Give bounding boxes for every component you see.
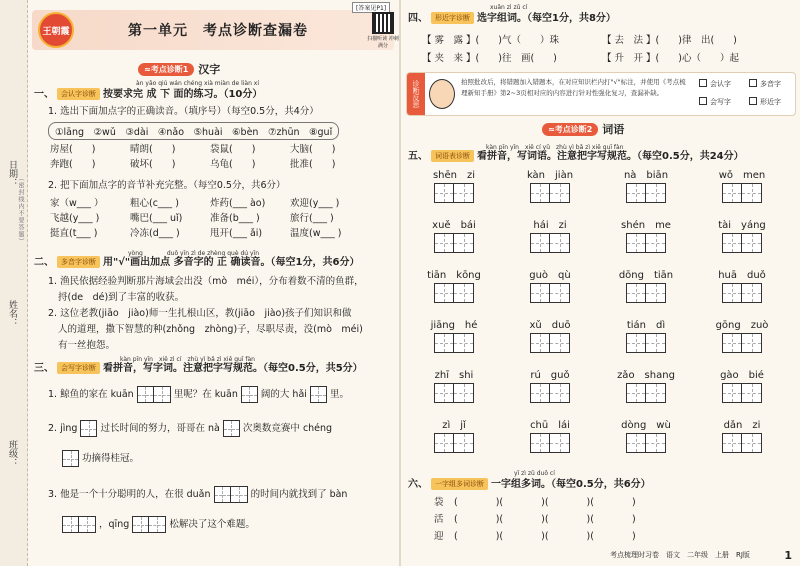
word-item (606, 166, 686, 203)
q3-text: 2. jìng (48, 423, 78, 434)
writing-grid[interactable] (626, 433, 666, 453)
diag-tag: 诊断反思 (407, 73, 425, 115)
word-item (606, 266, 686, 303)
checkbox-icon (749, 79, 757, 87)
writing-grid[interactable] (722, 333, 762, 353)
q6-pinyin: yī zì zǔ duō cí (514, 470, 555, 477)
word-item (702, 216, 782, 253)
word-pinyin: dòng wù (621, 420, 671, 431)
q4-numeral: 四、 (408, 13, 428, 24)
check-similar[interactable] (749, 97, 781, 107)
writing-grid[interactable] (132, 516, 166, 533)
left-page (28, 0, 398, 566)
q3-text: 次奥数竞赛中 chéng (242, 423, 333, 434)
word-item (414, 416, 494, 453)
q3-pinyin: kàn pīn yīn xiě zì cí zhù yì bǎ zì xiě guī fàn (120, 356, 255, 363)
word-pinyin: dǎn zi (723, 420, 761, 431)
word-item (510, 216, 590, 253)
q2-prompt: 用"√"画出加点 多音字的 正 确读音。（每空1分，共6分） (103, 257, 360, 268)
word-pinyin: tài yáng (718, 220, 766, 231)
q3-line-3b (62, 516, 255, 533)
q3-line-2b (62, 450, 139, 467)
q6-char: 袋 (434, 497, 444, 508)
q4-tag: 形近字诊断 (431, 12, 474, 24)
q1-cell[interactable]: 批准( ) (290, 159, 336, 170)
writing-grid[interactable] (722, 183, 762, 203)
q3-line-3 (48, 486, 347, 503)
q1-numeral: 一、 (34, 89, 54, 100)
writing-grid[interactable] (626, 283, 666, 303)
name-label: 姓名： (7, 300, 17, 327)
q1-cell[interactable]: 袋鼠( ) (210, 144, 256, 155)
binding-strip (0, 0, 28, 566)
q1b-cell[interactable]: 炸药(___ ào) (210, 198, 266, 209)
writing-grid[interactable] (223, 420, 240, 437)
q3-line-2 (48, 420, 332, 437)
word-pinyin: zhī shi (434, 370, 474, 381)
section-pill: ≈考点诊断1 (138, 63, 194, 76)
qr-block[interactable] (366, 12, 400, 49)
section-title: 词语 (602, 123, 625, 136)
q1-cell[interactable]: 奔跑( ) (50, 159, 96, 170)
q1b-cell[interactable]: 挺直(t___ ) (50, 228, 98, 239)
writing-grid[interactable] (530, 333, 570, 353)
page-title: 第一单元 考点诊断查漏卷 (128, 23, 308, 39)
word-pinyin: xuě bái (432, 220, 476, 231)
qr-code-icon (372, 12, 394, 34)
q2-line: 1. 渔民依据经验判断那片海域会出没（mò méi），分布着数不清的鱼群， (48, 276, 364, 287)
q2-tag: 多音字诊断 (57, 256, 100, 268)
check-label: 会写字 (710, 98, 731, 106)
word-pinyin: nà biān (623, 170, 669, 181)
word-item (414, 316, 494, 353)
q4-table (422, 32, 782, 68)
word-pinyin: gào bié (720, 370, 764, 381)
q2-line: 人的道理，撒下智慧的种(zhǒng zhòng)子，尽职尽责，没(mò méi) (58, 324, 363, 335)
word-pinyin: wǒ men (718, 170, 766, 181)
q1b-cell[interactable]: 欢迎(y___ ) (290, 198, 340, 209)
q1-cell[interactable]: 乌龟( ) (210, 159, 256, 170)
q3-text: 的时间内就找到了 bàn (250, 489, 348, 500)
writing-grid[interactable] (530, 283, 570, 303)
q3-prompt: 看拼音，写字词。注意把字写规范。（每空0.5分，共5分） (103, 363, 363, 374)
q6-char: 迎 (434, 531, 444, 542)
writing-grid[interactable] (626, 383, 666, 403)
footer-text: 考点梳理时习卷 语文 二年级 上册 RJ版 (610, 551, 750, 559)
q1b-cell[interactable]: 甩开(___ ǎi) (210, 228, 263, 239)
q6-char: 活 (434, 514, 444, 525)
q1-sub1: 1. 选出下面加点字的正确读音。（填序号）（每空0.5分，共4分） (48, 106, 319, 117)
word-item (606, 366, 686, 403)
q1b-cell[interactable]: 飞越(y___ ) (50, 213, 100, 224)
q6-blanks[interactable]: ( )( )( )( ) (454, 497, 636, 508)
q1b-cell[interactable]: 旅行(___ ) (290, 213, 334, 224)
q1-table-1 (50, 142, 370, 172)
q2-line: 有一丝抱怨。 (58, 340, 116, 351)
word-pinyin: gōng zuò (715, 320, 769, 331)
q3-text: 松解决了这个难题。 (169, 519, 255, 530)
word-item (606, 316, 686, 353)
word-pinyin: huā duǒ (718, 270, 766, 281)
section-pill: ≈考点诊断2 (542, 123, 598, 136)
page-divider (399, 0, 401, 566)
right-page (356, 0, 800, 566)
writing-grid[interactable] (626, 333, 666, 353)
writing-grid[interactable] (722, 383, 762, 403)
word-pinyin: shēn zi (432, 170, 476, 181)
q4-heading (408, 12, 616, 25)
section-title: 汉字 (198, 63, 221, 76)
writing-grid[interactable] (626, 233, 666, 253)
check-recognize[interactable] (699, 79, 731, 89)
q2-heading (34, 256, 359, 269)
word-item (606, 216, 686, 253)
word-item (414, 266, 494, 303)
q6-heading (408, 478, 651, 491)
writing-grid[interactable] (434, 383, 474, 403)
writing-grid[interactable] (214, 486, 248, 503)
q3-text: ，qīng (99, 519, 130, 530)
writing-grid[interactable] (530, 433, 570, 453)
writing-grid[interactable] (434, 233, 474, 253)
writing-grid[interactable] (722, 433, 762, 453)
q1-cell[interactable]: 破坏( ) (130, 159, 176, 170)
q1b-cell[interactable]: 冷冻(d___ ) (130, 228, 180, 239)
check-label: 会认字 (710, 80, 731, 88)
q4-cell[interactable]: 【 雾 露 】( )气（ ）珠 (422, 35, 559, 46)
checkbox-icon (699, 97, 707, 105)
page-number: 1 (784, 549, 792, 562)
writing-grid[interactable] (310, 386, 327, 403)
q1-cell[interactable]: 房屋( ) (50, 144, 96, 155)
writing-grid[interactable] (530, 383, 570, 403)
q1b-cell[interactable]: 嘴巴(___ uǐ) (130, 213, 183, 224)
q6-prompt: 一字组多词。（每空0.5分，共6分） (491, 479, 651, 490)
q1-heading (34, 88, 262, 101)
writing-grid[interactable] (626, 183, 666, 203)
writing-grid[interactable] (530, 233, 570, 253)
q3-line-1 (48, 386, 349, 403)
word-pinyin: xǔ duō (529, 320, 571, 331)
word-pinyin: shén me (621, 220, 671, 231)
word-item (510, 266, 590, 303)
word-pinyin: hái zi (533, 220, 567, 231)
header (32, 10, 394, 50)
q1-cell[interactable]: 晴朗( ) (130, 144, 176, 155)
q1-prompt: 按要求完 成 下 面的练习。（10分） (103, 89, 263, 100)
q3-text: 里呢？在 kuān (173, 389, 238, 400)
q1b-cell[interactable]: 家（w___ ） (50, 198, 104, 209)
writing-grid[interactable] (722, 233, 762, 253)
q4-pinyin: xuǎn zì zǔ cí (490, 4, 528, 11)
writing-grid[interactable] (530, 183, 570, 203)
q1-pinyin: àn yāo qiú wán chéng xià miàn de liàn xí (136, 80, 260, 87)
word-item (510, 316, 590, 353)
word-item (702, 266, 782, 303)
section-banner-1 (138, 62, 220, 76)
q4-cell[interactable]: 【 去 法 】( )律 出( ) (602, 35, 737, 46)
word-item (414, 166, 494, 203)
seal-note: （密封线内不要答题） (17, 175, 24, 245)
q3-text: 3. 他是一个十分聪明的人，在很 duǎn (48, 489, 211, 500)
word-item (414, 216, 494, 253)
word-pinyin: rú guǒ (530, 370, 570, 381)
q5-prompt: 看拼音，写词语。注意把字写规范。（每空0.5分，共24分） (477, 151, 744, 162)
word-item (510, 366, 590, 403)
word-item (702, 316, 782, 353)
section-banner-2 (542, 122, 624, 136)
word-item (702, 416, 782, 453)
checkbox-icon (699, 79, 707, 87)
q2-numeral: 二、 (34, 257, 54, 268)
q5-tag: 词语表诊断 (431, 150, 474, 162)
word-pinyin: chū lái (530, 420, 570, 431)
q3-text: 功摘得桂冠。 (82, 453, 140, 464)
q2-line: 捋(de dé)到了丰富的收获。 (58, 292, 185, 303)
q2-line: 2. 这位老教(jiāo jiào)师一生扎根山区，教(jiāo jiào)孩子们知识和做 (48, 308, 352, 319)
date-label: 日期： (7, 160, 17, 187)
q6-blanks[interactable]: ( )( )( )( ) (454, 531, 636, 542)
q1-sub2: 2. 把下面加点字的音节补充完整。（每空0.5分，共6分） (48, 180, 286, 191)
brand-logo: 王朝霞 (38, 12, 74, 48)
word-pinyin: zǎo shang (617, 370, 675, 381)
check-write[interactable] (699, 97, 731, 107)
word-item (702, 366, 782, 403)
qr-label: 扫描听读 冲刺满分 (367, 36, 399, 49)
checkbox-icon (749, 97, 757, 105)
word-item (510, 416, 590, 453)
word-pinyin: jiāng hé (430, 320, 478, 331)
q1-options: ①lāng ②wǔ ③dài ④nǎo ⑤huài ⑥bèn ⑦zhūn ⑧guǐ (48, 122, 339, 140)
word-pinyin: kàn jiàn (526, 170, 574, 181)
word-pinyin: tián dì (626, 320, 666, 331)
check-polyphone[interactable] (749, 79, 781, 89)
q6-numeral: 六、 (408, 479, 428, 490)
word-item (510, 166, 590, 203)
answer-tag: [答案见P1] (352, 2, 390, 13)
word-pinyin: tiān kōng (427, 270, 481, 281)
writing-grid[interactable] (434, 283, 474, 303)
q3-text: 阔的大 hǎi (260, 389, 307, 400)
writing-grid[interactable] (434, 433, 474, 453)
word-pinyin: dōng tiān (618, 270, 674, 281)
q1b-cell[interactable]: 粗心(c___ ) (130, 198, 179, 209)
writing-grid[interactable] (434, 183, 474, 203)
writing-grid[interactable] (434, 333, 474, 353)
q3-numeral: 三、 (34, 363, 54, 374)
q4-cell[interactable]: 【 升 开 】( )心（ ）起 (602, 53, 739, 64)
q2-pinyin: yòng duō yīn zì de zhèng què dú yīn (128, 250, 259, 257)
q5-pinyin: kàn pīn yīn xiě cí yǔ zhù yì bǎ zì xiě guī fàn (486, 144, 624, 151)
word-item (414, 366, 494, 403)
q1-tag: 会认字诊断 (57, 88, 100, 100)
q6-blanks[interactable]: ( )( )( )( ) (454, 514, 636, 525)
student-face-icon (429, 79, 455, 109)
q6-table (434, 494, 754, 545)
diag-text: 拍照批改后，将错题加入错题本，在对应知识栏内打"√"标注，并使用《考点梳理新知手册》第2~3页相对应的内容进行针对性强化复习，查漏补缺。 (461, 78, 686, 97)
word-item (606, 416, 686, 453)
q4-cell[interactable]: 【 夹 来 】( )往 画( ) (422, 53, 557, 64)
class-label: 班级： (7, 440, 17, 467)
diagnostic-box (406, 72, 796, 116)
word-pinyin: zì jǐ (442, 420, 466, 431)
q5-heading (408, 150, 744, 163)
q3-text: 里。 (329, 389, 349, 400)
q3-text: 过长时间的努力，哥哥在 nà (100, 423, 220, 434)
writing-grid[interactable] (62, 450, 79, 467)
writing-grid[interactable] (722, 283, 762, 303)
q3-tag: 会写字诊断 (57, 362, 100, 374)
word-item (702, 166, 782, 203)
q1-table-2 (50, 196, 370, 241)
writing-grid[interactable] (62, 516, 96, 533)
q1b-cell[interactable]: 温度(w___ ) (290, 228, 342, 239)
writing-grid[interactable] (137, 386, 171, 403)
q6-tag: 一字组多词诊断 (431, 478, 488, 490)
word-pinyin: guò qù (529, 270, 571, 281)
q1b-cell[interactable]: 准备(b___ ) (210, 213, 260, 224)
check-label: 多音字 (760, 80, 781, 88)
writing-grid[interactable] (80, 420, 97, 437)
q3-heading (34, 362, 363, 375)
q1-cell[interactable]: 大脑( ) (290, 144, 336, 155)
q5-numeral: 五、 (408, 151, 428, 162)
check-label: 形近字 (760, 98, 781, 106)
q4-prompt: 选字组词。（每空1分，共8分） (477, 13, 616, 24)
writing-grid[interactable] (241, 386, 258, 403)
q3-text: 1. 鲸鱼的家在 kuān (48, 389, 134, 400)
